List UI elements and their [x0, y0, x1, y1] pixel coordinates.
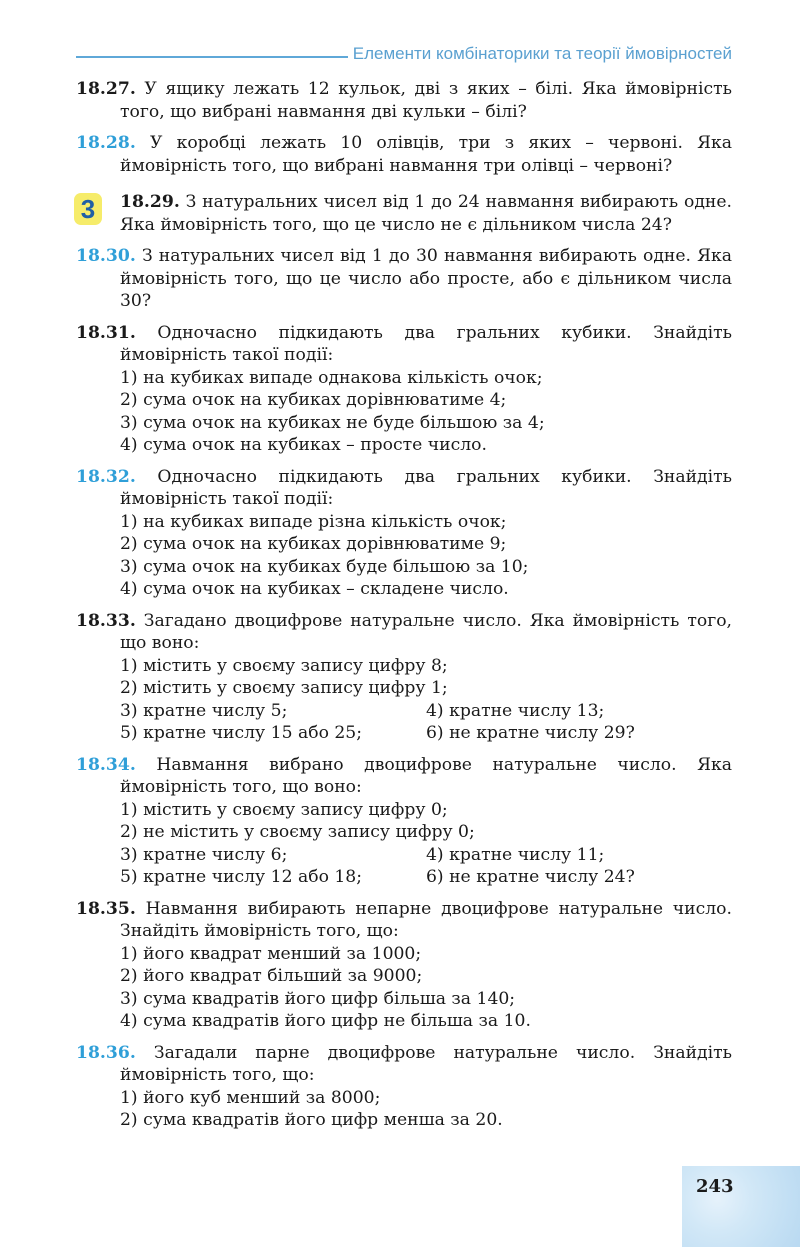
list-item: 3) сума очок на кубиках не буде більшою за 4;	[120, 412, 545, 433]
problem-text: Одночасно підкидають два гральних кубики. Знайдіть ймовірність такої події:	[120, 322, 733, 365]
list-item: 1) його квадрат менший за 1000;	[120, 943, 422, 964]
problem-text: Загадано двоцифрове натуральне число. Яка ймовірність того, що воно:	[120, 610, 733, 653]
list-item: 4) сума очок на кубиках – просте число.	[120, 435, 487, 455]
list-item: 4) кратне числу 13;	[426, 700, 605, 721]
problem-number: 18.31.	[76, 322, 136, 343]
problem-18-36	[76, 1042, 732, 1132]
problem-number: 18.33.	[76, 610, 136, 631]
problem-18-35	[76, 898, 732, 1033]
problem-text: З натуральних чисел від 1 до 24 навмання вибирають одне. Яка ймовірність того, що це число не є дільником числа 24?	[120, 192, 732, 235]
problem-number: 18.29.	[120, 192, 180, 212]
list-item: 6) не кратне числу 29?	[426, 723, 635, 743]
problem-text: Одночасно підкидають два гральних кубики. Знайдіть ймовірність такої події:	[120, 466, 733, 509]
problem-18-27	[76, 78, 732, 123]
problem-list	[76, 78, 732, 1141]
problem-18-29	[76, 191, 732, 236]
list-item: 5) кратне числу 15 або 25;	[120, 723, 363, 743]
list-item: 2) сума очок на кубиках дорівнюватиме 9;	[120, 534, 507, 554]
list-item: 6) не кратне числу 24?	[426, 867, 635, 887]
problem-18-32	[76, 466, 732, 601]
problem-text: З натуральних чисел від 1 до 30 навмання вибирають одне. Яка ймовірність того, що це число або просте, або є дільником числа 30?	[120, 246, 732, 311]
list-item: 2) його квадрат більший за 9000;	[120, 966, 423, 986]
subitem-list	[76, 943, 732, 1033]
difficulty-level-badge: 3	[74, 193, 102, 225]
problem-18-34	[76, 754, 732, 889]
list-item: 4) сума квадратів його цифр не більша за 10.	[120, 1011, 531, 1031]
list-item: 3) кратне числу 6;	[120, 844, 288, 865]
problem-text: У коробці лежать 10 олівців, три з яких – червоні. Яка ймовірність того, що вибрані навмання три олівці – червоні?	[120, 133, 733, 176]
subitem-list	[76, 1087, 732, 1132]
list-item: 3) кратне числу 5;	[120, 700, 288, 721]
list-item: 1) на кубиках випаде однакова кількість очок;	[120, 367, 543, 388]
problem-text: Загадали парне двоцифрове натуральне число. Знайдіть ймовірність того, що:	[120, 1042, 733, 1085]
problem-number: 18.27.	[76, 79, 136, 99]
problem-18-28	[76, 132, 732, 177]
list-item: 1) його куб менший за 8000;	[120, 1087, 381, 1108]
problem-18-31	[76, 322, 732, 457]
problem-18-30	[76, 245, 732, 313]
list-item: 2) не містить у своєму запису цифру 0;	[120, 822, 475, 842]
list-item: 2) сума квадратів його цифр менша за 20.	[120, 1110, 503, 1130]
page-number: 243	[696, 1176, 734, 1197]
list-item: 1) містить у своєму запису цифру 0;	[120, 799, 448, 820]
list-item: 4) сума очок на кубиках – складене число.	[120, 579, 509, 599]
list-item: 1) містить у своєму запису цифру 8;	[120, 655, 448, 676]
header-title: Елементи комбінаторики та теорії ймовірностей	[352, 44, 732, 63]
problem-number: 18.35.	[76, 898, 136, 919]
header-rule	[76, 56, 348, 58]
problem-number: 18.28.	[76, 133, 136, 153]
problem-number: 18.36.	[76, 1042, 136, 1063]
list-item: 1) на кубиках випаде різна кількість очок;	[120, 511, 507, 532]
list-item: 3) сума квадратів його цифр більша за 140;	[120, 988, 516, 1009]
problem-18-33	[76, 610, 732, 745]
problem-text: Навмання вибирають непарне двоцифрове натуральне число. Знайдіть ймовірність того, що:	[120, 898, 732, 941]
running-header	[76, 44, 732, 70]
subitem-list	[76, 367, 732, 457]
problem-text: У ящику лежать 12 кульок, дві з яких – білі. Яка ймовірність того, що вибрані навмання дві кульки – білі?	[120, 79, 732, 122]
subitem-list	[76, 799, 732, 889]
problem-number: 18.32.	[76, 466, 136, 487]
subitem-list	[76, 655, 732, 745]
list-item: 5) кратне числу 12 або 18;	[120, 867, 363, 887]
list-item: 2) містить у своєму запису цифру 1;	[120, 678, 448, 698]
list-item: 4) кратне числу 11;	[426, 844, 605, 865]
list-item: 3) сума очок на кубиках буде більшою за 10;	[120, 556, 529, 577]
list-item: 2) сума очок на кубиках дорівнюватиме 4;	[120, 390, 507, 410]
problem-number: 18.30.	[76, 246, 136, 266]
problem-text: Навмання вибрано двоцифрове натуральне число. Яка ймовірність того, що воно:	[120, 754, 732, 797]
subitem-list	[76, 511, 732, 601]
problem-number: 18.34.	[76, 754, 136, 775]
